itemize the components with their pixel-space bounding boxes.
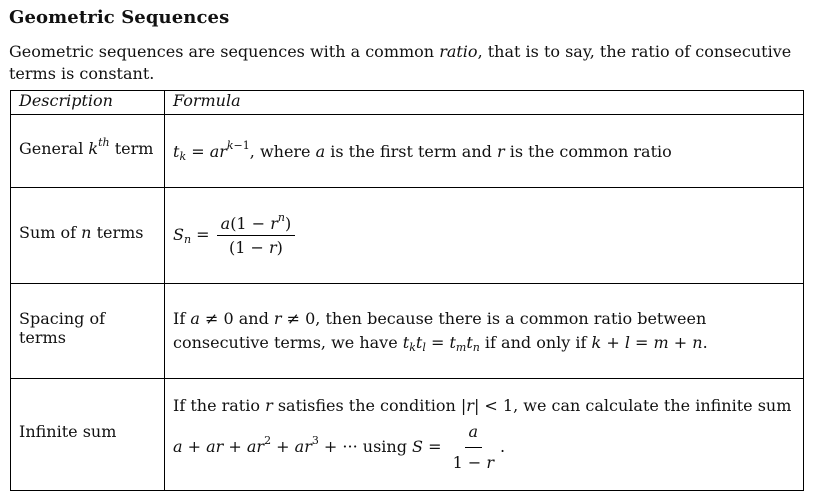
table-header-row [11,91,804,115]
intro-text-before: Geometric sequences are sequences with a common [9,42,440,61]
page-title: Geometric Sequences [9,7,230,28]
row-description: General $k^{th}$ term [11,115,165,188]
row-formula: $S_n$ = $\frac{a(1 - r^n)}{(1 - r)}$ [165,188,804,284]
row-description: Infinite sum [11,379,165,491]
intro-text-after: , that is to say, the ratio of consecutive terms is constant. [9,42,792,83]
row-description: Sum of n terms [11,188,165,284]
table-row [11,188,804,284]
intro-emphasis: ratio [439,42,478,61]
table-row [11,284,804,379]
infinite-sum-fraction: $\frac{a}{1 - r}$ [449,419,498,476]
intro-paragraph [9,41,809,85]
row-formula: $t_k = ar^{k-1}$, where a is the first term and r is the common ratio [165,115,804,188]
row-description: Spacing of terms [11,284,165,379]
header-description: Description [11,91,165,115]
header-formula: Formula [165,91,804,115]
table-row [11,115,804,188]
formula-table [10,90,804,491]
row-formula: If the ratio r satisfies the condition |r| < 1, we can calculate the infinite sum a + ar + $ar^2 + ar^3$ + ··· using S = $\frac{a}{1 - r}$ . [165,379,804,491]
sum-fraction: $\frac{a(1 - r^n)}{(1 - r)}$ [217,214,296,257]
row-formula: If a ≠ 0 and r ≠ 0, then because there is a common ratio between consecutive terms, we have $t_kt_l = t_mt_n$ if and only if k + l = m + n. [165,284,804,379]
